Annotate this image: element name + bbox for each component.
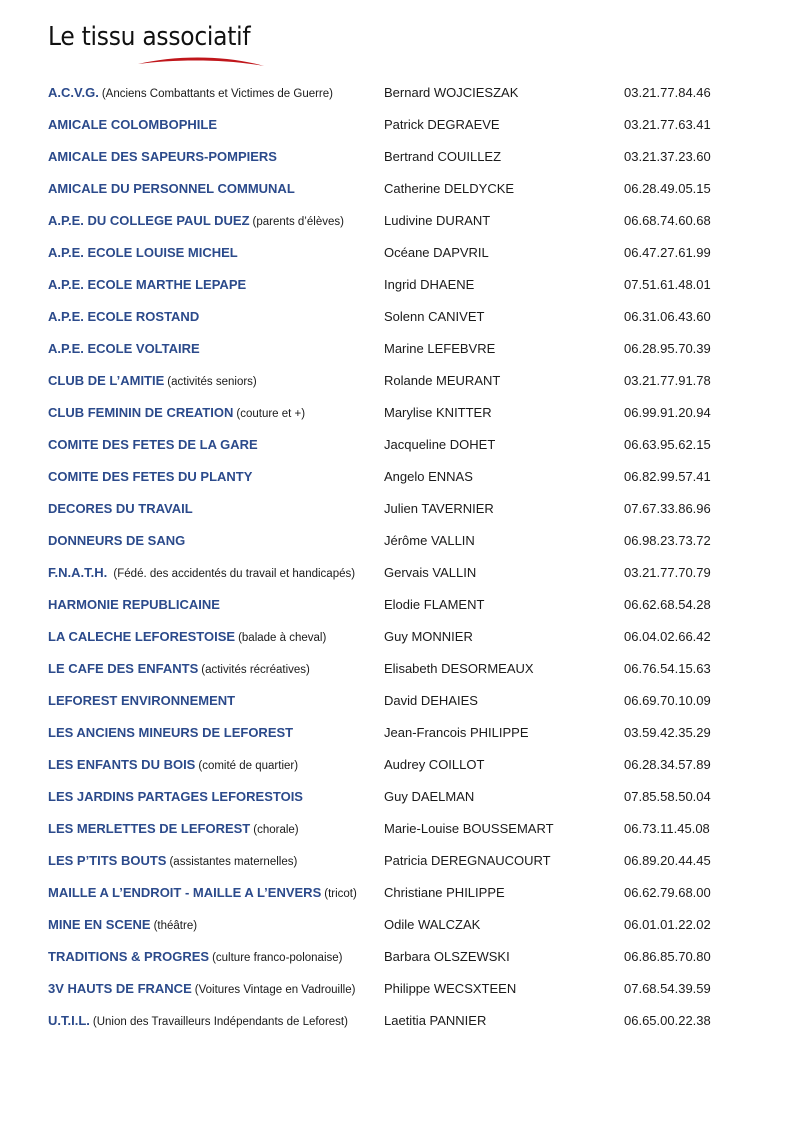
- association-name-text: MAILLE A L’ENDROIT - MAILLE A L’ENVERS: [48, 885, 322, 900]
- association-note: (couture et +): [236, 408, 306, 420]
- contact-name: Rolande MEURANT: [384, 373, 501, 388]
- association-name: [48, 85, 333, 100]
- association-name: [48, 661, 310, 676]
- contact-phone: 06.86.85.70.80: [624, 949, 711, 964]
- association-note: (balade à cheval): [238, 632, 327, 644]
- contact-name: Catherine DELDYCKE: [384, 181, 515, 196]
- association-name: [48, 309, 199, 324]
- contact-phone: 06.65.00.22.38: [624, 1013, 711, 1028]
- association-name-text: TRADITIONS & PROGRES: [48, 949, 210, 964]
- contact-phone: 06.31.06.43.60: [624, 309, 711, 324]
- association-row: [0, 946, 794, 978]
- association-name: [48, 597, 220, 612]
- contact-phone: 06.68.74.60.68: [624, 213, 711, 228]
- association-name: [48, 917, 197, 932]
- association-note: (culture franco-polonaise): [212, 952, 343, 964]
- contact-phone: 06.47.27.61.99: [624, 245, 711, 260]
- contact-phone: 07.85.58.50.04: [624, 789, 711, 804]
- contact-name: Ingrid DHAENE: [384, 277, 475, 292]
- association-row: [0, 306, 794, 338]
- association-name-text: AMICALE DES SAPEURS-POMPIERS: [48, 149, 277, 164]
- association-name: [48, 181, 295, 196]
- contact-name: Ludivine DURANT: [384, 213, 491, 228]
- association-row: [0, 626, 794, 658]
- association-note: (tricot): [324, 888, 357, 900]
- association-note: (théâtre): [153, 920, 198, 932]
- association-name: [48, 149, 277, 164]
- association-name-text: MINE EN SCENE: [48, 917, 151, 932]
- contact-phone: 07.67.33.86.96: [624, 501, 711, 516]
- contact-phone: 06.73.11.45.08: [624, 821, 710, 836]
- contact-phone: 06.01.01.22.02: [624, 917, 711, 932]
- association-row: [0, 658, 794, 690]
- association-row: [0, 114, 794, 146]
- association-name-text: LES JARDINS PARTAGES LEFORESTOIS: [48, 789, 303, 804]
- contact-name: Laetitia PANNIER: [384, 1013, 487, 1028]
- contact-phone: 03.21.77.84.46: [624, 85, 711, 100]
- association-name-text: A.P.E. ECOLE ROSTAND: [48, 309, 200, 324]
- association-row: [0, 530, 794, 562]
- contact-name: Audrey COILLOT: [384, 757, 485, 772]
- association-row: [0, 978, 794, 1010]
- association-row: [0, 882, 794, 914]
- title-swoosh-decoration: [136, 54, 266, 68]
- contact-phone: 06.99.91.20.94: [624, 405, 711, 420]
- association-name-text: DECORES DU TRAVAIL: [48, 501, 193, 516]
- association-row: [0, 82, 794, 114]
- association-row: [0, 498, 794, 530]
- association-name-text: LEFOREST ENVIRONNEMENT: [48, 693, 236, 708]
- contact-name: Gervais VALLIN: [384, 565, 477, 580]
- association-name-text: LES ANCIENS MINEURS DE LEFOREST: [48, 725, 294, 740]
- association-name-text: U.T.I.L.: [48, 1013, 90, 1028]
- contact-phone: 06.28.95.70.39: [624, 341, 711, 356]
- association-row: [0, 338, 794, 370]
- contact-name: Elodie FLAMENT: [384, 597, 485, 612]
- association-row: [0, 914, 794, 946]
- association-name-text: A.P.E. DU COLLEGE PAUL DUEZ: [48, 213, 250, 228]
- association-name: [48, 1013, 348, 1028]
- contact-phone: 03.21.77.63.41: [624, 117, 711, 132]
- contact-name: Marine LEFEBVRE: [384, 341, 496, 356]
- contact-name: Bernard WOJCIESZAK: [384, 85, 519, 100]
- contact-phone: 06.98.23.73.72: [624, 533, 711, 548]
- association-name-text: CLUB DE L’AMITIE: [48, 373, 165, 388]
- contact-name: Elisabeth DESORMEAUX: [384, 661, 534, 676]
- contact-name: Patricia DEREGNAUCOURT: [384, 853, 551, 868]
- association-name-text: COMITE DES FETES DU PLANTY: [48, 469, 253, 484]
- association-name-text: LE CAFE DES ENFANTS: [48, 661, 199, 676]
- association-name: [48, 373, 257, 388]
- association-row: [0, 370, 794, 402]
- contact-name: Guy DAELMAN: [384, 789, 475, 804]
- association-name: [48, 533, 185, 548]
- association-row: [0, 434, 794, 466]
- association-name: [48, 725, 293, 740]
- association-row: [0, 754, 794, 786]
- contact-phone: 06.62.79.68.00: [624, 885, 711, 900]
- association-name: [48, 117, 217, 132]
- association-row: [0, 402, 794, 434]
- association-name: [48, 693, 235, 708]
- association-name: [48, 565, 355, 580]
- association-note: (Union des Travailleurs Indépendants de Leforest): [92, 1016, 348, 1028]
- association-name-text: AMICALE COLOMBOPHILE: [48, 117, 217, 132]
- contact-phone: 03.21.37.23.60: [624, 149, 711, 164]
- association-list: [0, 82, 794, 1042]
- contact-name: Guy MONNIER: [384, 629, 473, 644]
- association-name-text: LES P’TITS BOUTS: [48, 853, 167, 868]
- association-name: [48, 213, 344, 228]
- contact-phone: 06.89.20.44.45: [624, 853, 711, 868]
- association-row: [0, 1010, 794, 1042]
- contact-name: Bertrand COUILLEZ: [384, 149, 502, 164]
- association-name-text: CLUB FEMININ DE CREATION: [48, 405, 234, 420]
- contact-phone: 06.63.95.62.15: [624, 437, 711, 452]
- association-note: (Anciens Combattants et Victimes de Guerre): [101, 88, 333, 100]
- association-name-text: F.N.A.T.H.: [48, 565, 108, 580]
- association-name: [48, 949, 342, 964]
- association-name-text: HARMONIE REPUBLICAINE: [48, 597, 220, 612]
- association-name: [48, 469, 252, 484]
- association-name: [48, 277, 246, 292]
- contact-phone: 06.04.02.66.42: [624, 629, 711, 644]
- association-name: [48, 437, 258, 452]
- association-row: [0, 690, 794, 722]
- association-row: [0, 722, 794, 754]
- association-name: [48, 341, 200, 356]
- contact-phone: 06.28.34.57.89: [624, 757, 711, 772]
- association-name: [48, 405, 305, 420]
- contact-name: Angelo ENNAS: [384, 469, 473, 484]
- association-name-text: A.P.E. ECOLE VOLTAIRE: [48, 341, 200, 356]
- contact-phone: 06.28.49.05.15: [624, 181, 711, 196]
- contact-name: Solenn CANIVET: [384, 309, 485, 324]
- contact-phone: 03.59.42.35.29: [624, 725, 711, 740]
- page-title: Le tissu associatif: [48, 22, 251, 52]
- contact-name: Jean-Francois PHILIPPE: [384, 725, 529, 740]
- contact-phone: 03.21.77.91.78: [624, 373, 711, 388]
- association-name-text: LA CALECHE LEFORESTOISE: [48, 629, 236, 644]
- contact-phone: 07.68.54.39.59: [624, 981, 711, 996]
- association-row: [0, 210, 794, 242]
- association-row: [0, 242, 794, 274]
- association-name: [48, 789, 303, 804]
- contact-name: Julien TAVERNIER: [384, 501, 494, 516]
- association-row: [0, 818, 794, 850]
- association-row: [0, 178, 794, 210]
- association-name: [48, 853, 297, 868]
- association-note: (assistantes maternelles): [169, 856, 298, 868]
- association-name-text: DONNEURS DE SANG: [48, 533, 186, 548]
- association-name-text: A.P.E. ECOLE MARTHE LEPAPE: [48, 277, 247, 292]
- association-row: [0, 786, 794, 818]
- contact-name: Odile WALCZAK: [384, 917, 481, 932]
- association-name: [48, 629, 326, 644]
- association-row: [0, 562, 794, 594]
- association-name: [48, 981, 355, 996]
- association-row: [0, 466, 794, 498]
- contact-phone: 07.51.61.48.01: [624, 277, 711, 292]
- association-note: (activités récréatives): [201, 664, 310, 676]
- contact-phone: 06.76.54.15.63: [624, 661, 711, 676]
- contact-name: Jacqueline DOHET: [384, 437, 496, 452]
- association-note: (comité de quartier): [198, 760, 299, 772]
- association-row: [0, 274, 794, 306]
- association-name-text: 3V HAUTS DE FRANCE: [48, 981, 192, 996]
- association-name: [48, 501, 193, 516]
- association-note: (parents d’élèves): [252, 216, 344, 228]
- association-row: [0, 850, 794, 882]
- association-note: (Fédé. des accidentés du travail et handicapés): [110, 568, 356, 580]
- contact-phone: 06.62.68.54.28: [624, 597, 711, 612]
- association-name-text: LES MERLETTES DE LEFOREST: [48, 821, 251, 836]
- association-name-text: A.C.V.G.: [48, 85, 99, 100]
- contact-name: Christiane PHILIPPE: [384, 885, 505, 900]
- association-row: [0, 594, 794, 626]
- contact-name: Philippe WECSXTEEN: [384, 981, 517, 996]
- association-name: [48, 757, 298, 772]
- association-name: [48, 885, 357, 900]
- contact-name: Barbara OLSZEWSKI: [384, 949, 510, 964]
- association-name: [48, 821, 299, 836]
- contact-phone: 06.82.99.57.41: [624, 469, 711, 484]
- association-note: (activités seniors): [167, 376, 257, 388]
- association-name: [48, 245, 238, 260]
- association-row: [0, 146, 794, 178]
- association-name-text: COMITE DES FETES DE LA GARE: [48, 437, 258, 452]
- contact-name: Marie-Louise BOUSSEMART: [384, 821, 554, 836]
- association-name-text: AMICALE DU PERSONNEL COMMUNAL: [48, 181, 295, 196]
- association-name-text: A.P.E. ECOLE LOUISE MICHEL: [48, 245, 238, 260]
- contact-name: Jérôme VALLIN: [384, 533, 475, 548]
- contact-name: Marylise KNITTER: [384, 405, 492, 420]
- contact-name: Océane DAPVRIL: [384, 245, 489, 260]
- association-note: (Voitures Vintage en Vadrouille): [194, 984, 356, 996]
- contact-phone: 03.21.77.70.79: [624, 565, 711, 580]
- contact-name: David DEHAIES: [384, 693, 478, 708]
- contact-phone: 06.69.70.10.09: [624, 693, 711, 708]
- association-note: (chorale): [253, 824, 299, 836]
- contact-name: Patrick DEGRAEVE: [384, 117, 500, 132]
- association-name-text: LES ENFANTS DU BOIS: [48, 757, 196, 772]
